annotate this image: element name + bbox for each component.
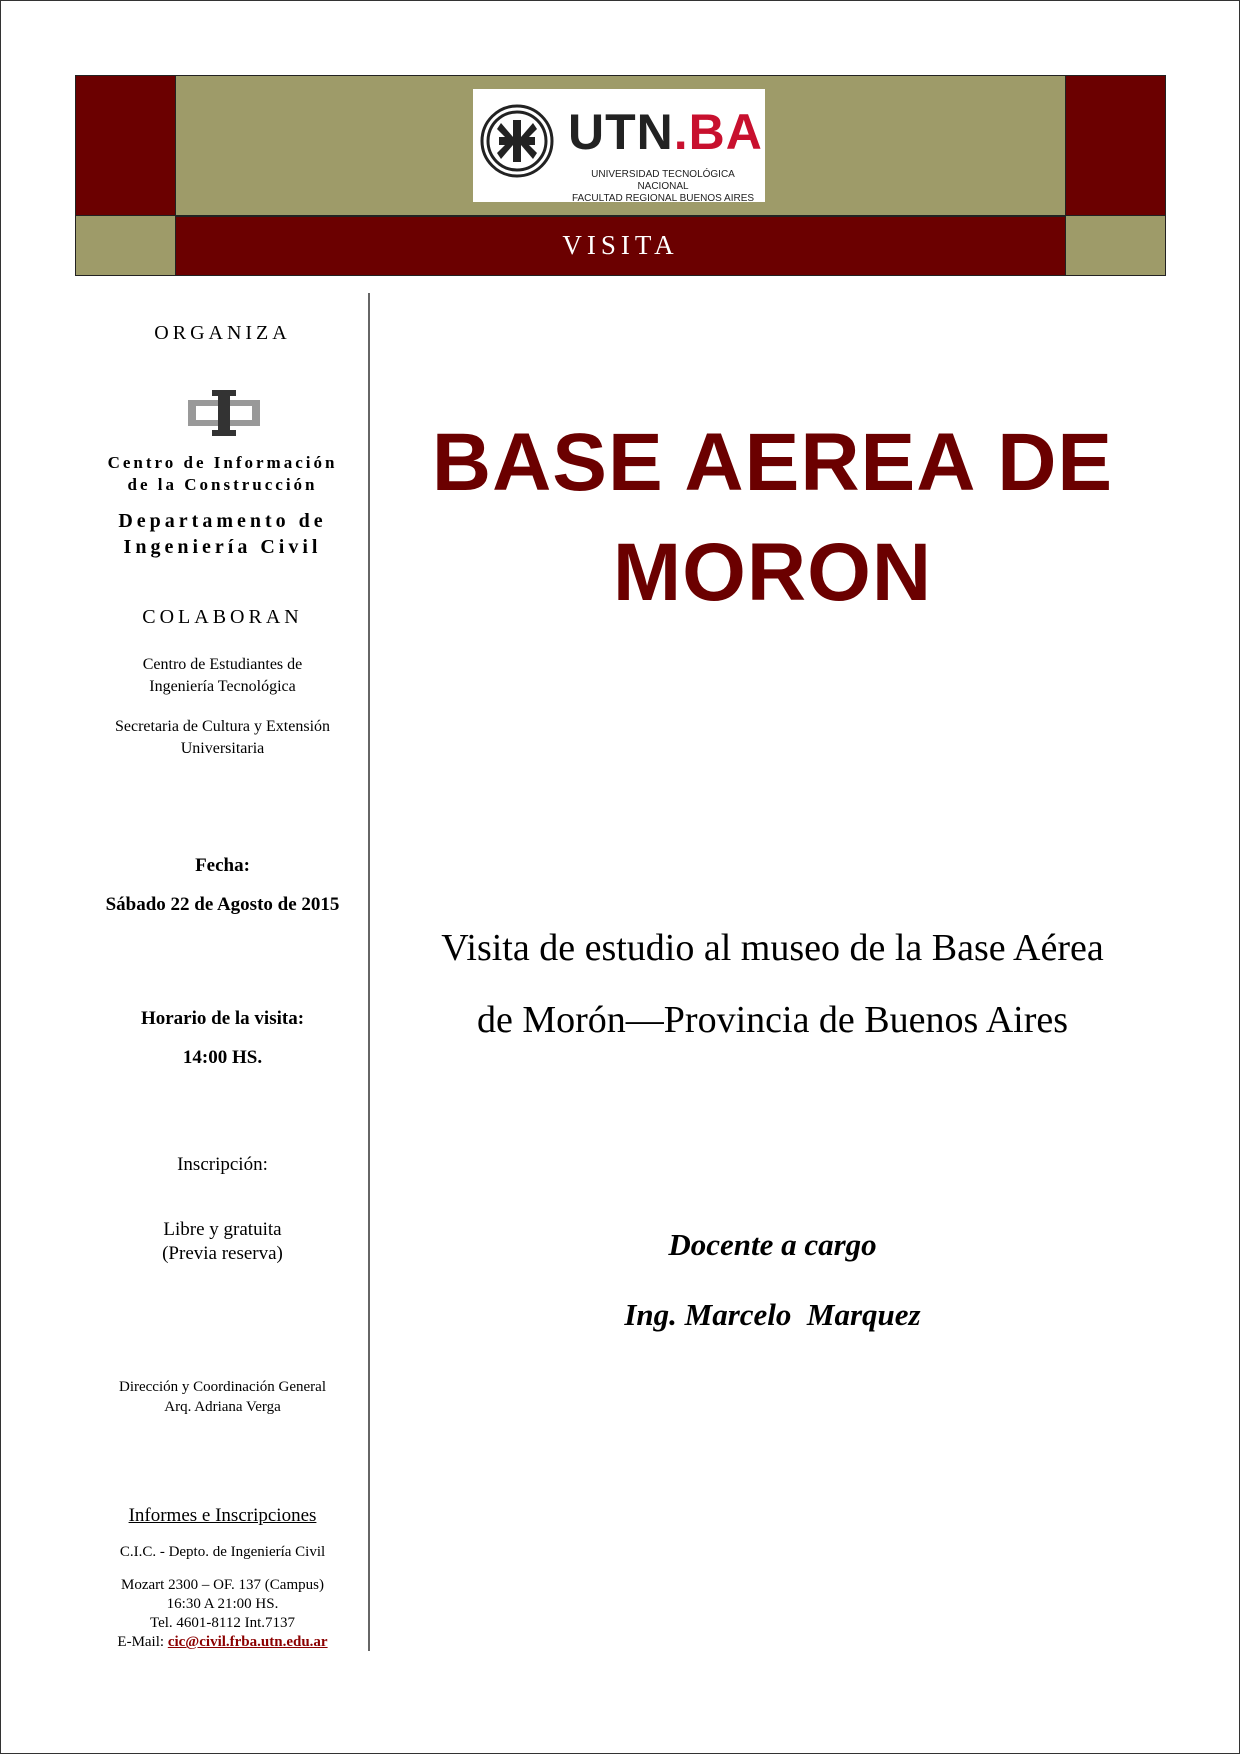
horario-value: 14:00 HS. bbox=[182, 1047, 263, 1068]
contact-line1: C.I.C. - Depto. de Ingeniería Civil bbox=[119, 1544, 326, 1560]
banner-block bbox=[76, 216, 176, 275]
event-description bbox=[375, 912, 1170, 1056]
direccion-line2: Arq. Adriana Verga bbox=[164, 1399, 281, 1415]
department-name bbox=[80, 508, 365, 560]
utn-logo-subtitle bbox=[568, 169, 758, 205]
utn-logo-sub-line2: FACULTAD REGIONAL BUENOS AIRES bbox=[571, 193, 755, 204]
utn-word-dot: . bbox=[673, 104, 689, 160]
collaborator-2 bbox=[80, 716, 365, 760]
collaborator-1 bbox=[80, 654, 365, 698]
collaborator-1-line2: Ingeniería Tecnológica bbox=[149, 678, 296, 695]
inscripcion-details bbox=[80, 1218, 365, 1266]
email-link[interactable]: cic@civil.frba.utn.edu.ar bbox=[167, 1634, 328, 1650]
direccion-line1: Dirección y Coordinación General bbox=[118, 1379, 326, 1395]
utn-word-accent: BA bbox=[688, 104, 763, 160]
direccion-block bbox=[80, 1377, 365, 1417]
fecha-label: Fecha: bbox=[195, 855, 250, 876]
fecha-value: Sábado 22 de Agosto de 2015 bbox=[105, 894, 340, 915]
collaborator-2-line2: Universitaria bbox=[180, 740, 265, 757]
inscripcion-line1: Libre y gratuita bbox=[163, 1219, 282, 1240]
description-line1: Visita de estudio al museo de la Base Aérea bbox=[441, 927, 1104, 969]
organiza-heading: ORGANIZA bbox=[154, 322, 291, 344]
contact-block bbox=[80, 1576, 365, 1652]
title-line2: MORON bbox=[612, 527, 933, 618]
utn-emblem-icon bbox=[479, 103, 555, 179]
utn-word-main: UTN bbox=[568, 104, 674, 160]
colaboran-heading: COLABORAN bbox=[142, 606, 303, 628]
department-line2: Ingeniería Civil bbox=[123, 536, 322, 558]
collaborator-1-line1: Centro de Estudiantes de bbox=[142, 656, 303, 673]
description-line2: de Morón—Provincia de Buenos Aires bbox=[476, 999, 1069, 1041]
banner-divider bbox=[1065, 76, 1066, 275]
banner-block bbox=[1065, 216, 1165, 275]
organizer-line2: de la Construcción bbox=[127, 475, 318, 494]
title-line1: BASE AEREA DE bbox=[431, 417, 1114, 508]
page-title bbox=[375, 408, 1170, 628]
email-row bbox=[80, 1633, 365, 1652]
contact-line3: 16:30 A 21:00 HS. bbox=[166, 1596, 279, 1612]
collaborator-2-line1: Secretaria de Cultura y Extensión bbox=[114, 718, 331, 735]
utn-logo bbox=[473, 89, 765, 202]
inscripcion-line2: (Previa reserva) bbox=[162, 1243, 283, 1264]
inscripcion-label: Inscripción: bbox=[177, 1154, 268, 1175]
cic-logo-icon bbox=[188, 390, 260, 436]
banner-title: VISITA bbox=[562, 230, 679, 260]
informes-heading: Informes e Inscripciones bbox=[128, 1505, 317, 1526]
docente-name: Ing. Marcelo Marquez bbox=[624, 1297, 921, 1332]
header-banner bbox=[75, 75, 1166, 276]
organizer-line1: Centro de Información bbox=[107, 453, 338, 472]
email-label: E-Mail: bbox=[117, 1634, 168, 1650]
utn-logo-sub-line1: UNIVERSIDAD TECNOLÓGICA NACIONAL bbox=[591, 169, 735, 192]
banner-block bbox=[76, 76, 176, 216]
docente-label: Docente a cargo bbox=[668, 1227, 877, 1262]
sidebar-divider bbox=[368, 293, 370, 1651]
horario-label: Horario de la visita: bbox=[140, 1008, 305, 1029]
contact-line4: Tel. 4601-8112 Int.7137 bbox=[149, 1615, 296, 1631]
organizer-name bbox=[80, 452, 365, 496]
utn-wordmark bbox=[568, 104, 763, 160]
contact-line2: Mozart 2300 – OF. 137 (Campus) bbox=[121, 1577, 324, 1593]
banner-block bbox=[1065, 76, 1165, 216]
department-line1: Departamento de bbox=[118, 510, 327, 532]
